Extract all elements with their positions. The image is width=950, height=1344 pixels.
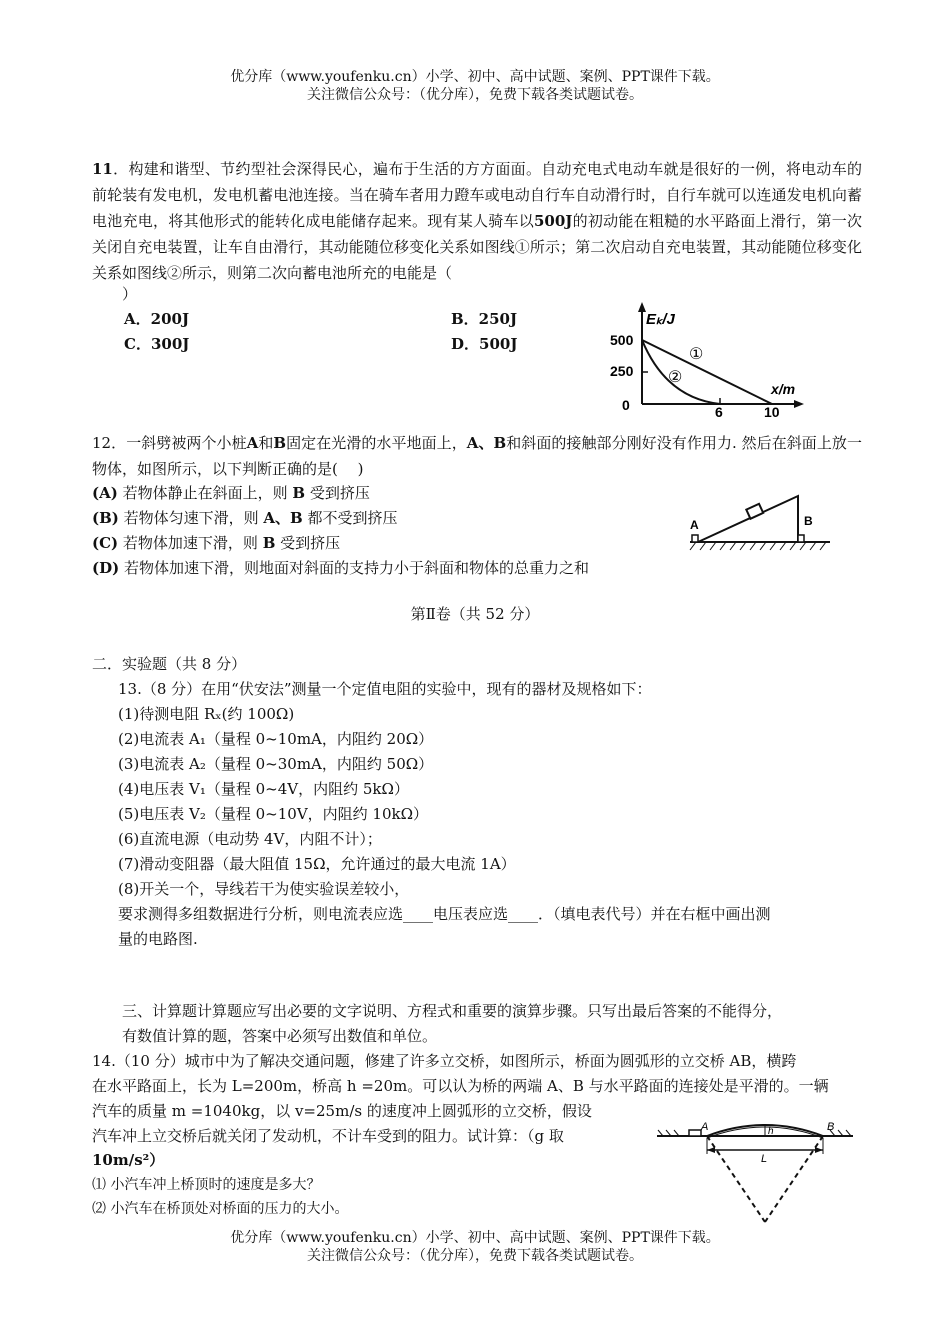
question-number: 11 — [92, 160, 113, 178]
bridge-label-b: B — [827, 1121, 835, 1133]
question-12-stem: 12．一斜劈被两个小桩A和B固定在光滑的水平地面上，A、B和斜面的接触部分刚好没有作用力. 然后在斜面上放一物体，如图所示，以下判断正确的是( ) — [92, 434, 862, 478]
y-tick-500: 500 — [610, 332, 634, 348]
part-2-title: 第Ⅱ卷（共 52 分） — [410, 605, 540, 623]
bridge-label-l: L — [761, 1153, 768, 1165]
question-13-intro: 13.（8 分）在用“伏安法”测量一个定值电阻的实验中，现有的器材及规格如下： — [118, 680, 652, 698]
question-11-close: ） — [122, 285, 138, 303]
question-14-line: 14.（10 分）城市中为了解决交通问题，修建了许多立交桥，如图所示，桥面为圆弧形的立交桥 AB，横跨 — [92, 1052, 797, 1070]
stake-a — [692, 535, 698, 542]
x-tick-6: 6 — [715, 404, 723, 420]
footer-line-1: 优分库（www.youfenku.cn）小学、初中、高中试题、案例、PPT课件下载。 — [230, 1230, 720, 1246]
label-a: A — [690, 518, 699, 532]
question-14-line: 汽车的质量 m =1040kg，以 v=25m/s 的速度冲上圆弧形的立交桥，假设 — [92, 1102, 592, 1120]
question-14-line: 在水平路面上，长为 L=200m，桥高 h =20m。可以认为桥的两端 A、B 与水平路面的连接处是平滑的。一辆 — [92, 1077, 829, 1095]
question-12-option-a: (A) 若物体静止在斜面上，则 B 受到挤压 — [92, 484, 370, 502]
option-b: B．250J — [451, 310, 518, 328]
question-12-option-c: (C) 若物体加速下滑，则 B 受到挤压 — [92, 534, 341, 552]
option-d: D．500J — [451, 335, 518, 353]
footer-line-2: 关注微信公众号：（优分库），免费下载各类试题试卷。 — [307, 1248, 643, 1264]
origin-label: 0 — [622, 397, 630, 413]
question-12-option-d: (D) 若物体加速下滑，则地面对斜面的支持力小于斜面和物体的总重力之和 — [92, 559, 589, 577]
question-14-line: 汽车冲上立交桥后就关闭了发动机，不计车受到的阻力。试计算：（g 取 — [92, 1127, 564, 1145]
option-c: C．300J — [124, 335, 190, 353]
x-axis-label: x/m — [771, 381, 796, 397]
bridge-label-h: h — [768, 1126, 774, 1137]
equipment-item: (1)待测电阻 Rₓ(约 100Ω) — [118, 705, 295, 723]
question-11-stem: 11．构建和谐型、节约型社会深得民心，遍布于生活的方方面面。自动充电式电动车就是很好的一例，将电动车的前轮装有发电机，发电机蓄电池连接。当在骑车者用力蹬车或电动自行车自动滑行时，自行车就可以连通发电机向蓄电池充电，将其他形式的能转化成电能储存起来。现有某人骑车以500J的初动能在粗糙的水平路面上滑行，第一次关闭自充电装置，让车自由滑行，其动能随位移变化关系如图线①所示；第二次启动自充电装置，其动能随位移变化关系如图线②所示，则第二次向蓄电池所充的电能是（ — [92, 160, 862, 282]
option-a: A．200J — [124, 310, 190, 328]
question-14-line: 10m/s²） — [92, 1151, 165, 1169]
incline-figure — [684, 488, 834, 552]
equipment-item: (4)电压表 V₁（量程 0~4V，内阻约 5kΩ） — [118, 780, 409, 798]
section-3-instructions-2: 有数值计算的题，答案中必须写出数值和单位。 — [122, 1027, 438, 1045]
label-b: B — [804, 514, 813, 528]
section-3-instructions-1: 三、计算题计算题应写出必要的文字说明、方程式和重要的演算步骤。只写出最后答案的不能得分， — [122, 1002, 783, 1020]
bold-value: 500J — [533, 212, 573, 230]
equipment-item: (6)直流电源（电动势 4V，内阻不计）； — [118, 830, 382, 848]
header-line-1: 优分库（www.youfenku.cn）小学、初中、高中试题、案例、PPT课件下载。 — [230, 69, 720, 85]
y-tick-250: 250 — [610, 363, 634, 379]
bridge-figure — [655, 1116, 855, 1232]
energy-displacement-graph — [608, 298, 808, 420]
equipment-item: (2)电流表 A₁（量程 0~10mA，内阻约 20Ω） — [118, 730, 434, 748]
x-tick-10: 10 — [764, 404, 780, 420]
question-14-sub-2: ⑵ 小汽车在桥顶处对桥面的压力的大小。 — [92, 1201, 349, 1217]
question-13-requirement-end: 量的电路图. — [118, 930, 198, 948]
equipment-item: (5)电压表 V₂（量程 0~10V，内阻约 10kΩ） — [118, 805, 429, 823]
question-14-sub-1: ⑴ 小汽车冲上桥顶时的速度是多大？ — [92, 1177, 321, 1193]
equipment-item: (8)开关一个，导线若干为使实验误差较小， — [118, 880, 410, 898]
y-axis-label: Eₖ/J — [646, 311, 675, 328]
question-12-option-b: (B) 若物体匀速下滑，则 A、B 都不受到挤压 — [92, 509, 398, 527]
curve-2-label: ② — [668, 369, 683, 386]
stake-b — [798, 535, 804, 542]
header-line-2: 关注微信公众号：（优分库），免费下载各类试题试卷。 — [307, 87, 643, 103]
equipment-item: (7)滑动变阻器（最大阻值 15Ω，允许通过的最大电流 1A） — [118, 855, 516, 873]
car — [689, 1130, 701, 1136]
bridge-label-a: A — [701, 1121, 709, 1133]
curve-1-label: ① — [689, 346, 704, 363]
equipment-item: (3)电流表 A₂（量程 0~30mA，内阻约 50Ω） — [118, 755, 434, 773]
section-2-title: 二．实验题（共 8 分） — [92, 655, 247, 673]
question-13-requirement: 要求测得多组数据进行分析，则电流表应选____电压表应选____．（填电表代号）并在右框中画出测 — [118, 905, 771, 923]
